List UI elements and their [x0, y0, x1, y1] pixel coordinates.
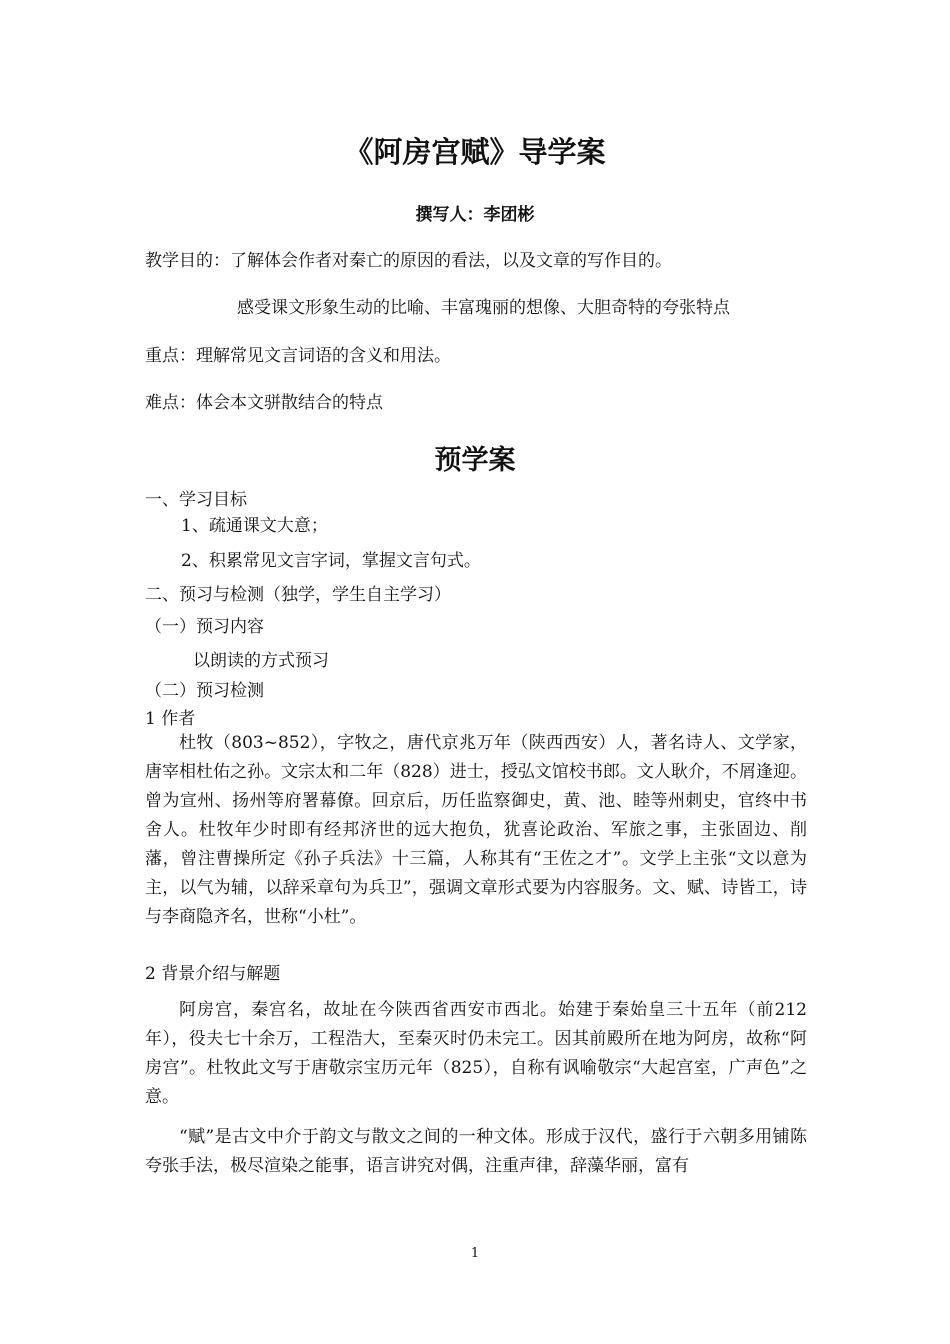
document-title: 《阿房宫赋》导学案 [344, 135, 606, 169]
author-section-heading: 1 作者 [145, 709, 196, 729]
learning-goal-item: 2、积累常见文言字词，掌握文言句式。 [181, 551, 481, 571]
page-number: 1 [470, 1246, 480, 1261]
background-paragraph: 阿房宫，秦宫名，故址在今陕西省西安市西北。始建于秦始皇三十五年（前212年），役夫七十余万，工程浩大，至秦灭时仍未完工。因其前殿所在地为阿房，故称“阿房宫”。杜牧此文写于唐敬宗宝历元年（825），自称有讽喻敬宗“大起宫室，广声色”之意。 [145, 1000, 807, 1107]
key-point: 重点：理解常见文言词语的含义和用法。 [145, 346, 451, 366]
background-section-heading: 2 背景介绍与解题 [145, 964, 281, 984]
author-paragraph: 杜牧（803~852），字牧之，唐代京兆万年（陕西西安）人，著名诗人、文学家，唐宰相杜佑之孙。文宗太和二年（828）进士，授弘文馆校书郎。文人耿介，不屑逢迎。曾为宣州、扬州等府署幕僚。回京后，历任监察御史，黄、池、睦等州刺史，官终中书舍人。杜牧年少时即有经邦济世的远大抱负，犹喜论政治、军旅之事，主张固边、削藩，曾注曹操所定《孙子兵法》十三篇，人称其有“王佐之才”。文学上主张“文以意为主，以气为辅，以辞采章句为兵卫”，强调文章形式要为内容服务。文、赋、诗皆工，诗与李商隐齐名，世称“小杜”。 [145, 733, 807, 927]
fu-paragraph: “赋”是古文中介于韵文与散文之间的一种文体。形成于汉代，盛行于六朝多用铺陈夸张手法，极尽渲染之能事，语言讲究对偶，注重声律，辞藻华丽，富有 [145, 1127, 807, 1176]
preview-content-text: 以朗读的方式预习 [193, 651, 329, 671]
preview-check-heading: 二、预习与检测（独学，学生自主学习） [145, 585, 451, 605]
author-line: 撰写人：李团彬 [415, 205, 535, 225]
difficulty-point: 难点：体会本文骈散结合的特点 [145, 393, 383, 413]
teaching-objective: 教学目的：了解体会作者对秦亡的原因的看法，以及文章的写作目的。 [145, 251, 672, 271]
preview-content-heading: （一）预习内容 [145, 617, 264, 637]
learning-goal-item: 1、疏通课文大意； [181, 516, 328, 536]
preview-test-heading: （二）预习检测 [145, 681, 264, 701]
preview-section-title: 预学案 [434, 445, 516, 476]
learning-goals-heading: 一、学习目标 [145, 490, 247, 510]
teaching-objective-continued: 感受课文形象生动的比喻、丰富瑰丽的想像、大胆奇特的夸张特点 [237, 298, 730, 318]
